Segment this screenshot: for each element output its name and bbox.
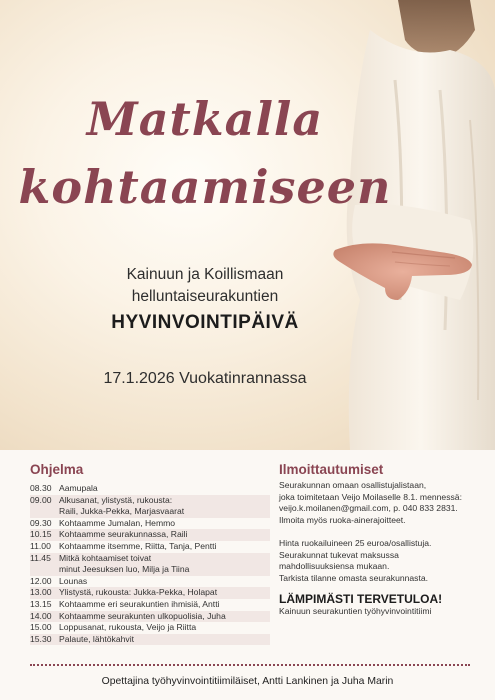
program-row — [30, 506, 270, 518]
program-row — [30, 553, 270, 565]
subtitle-line-2: helluntaiseurakuntien — [131, 288, 279, 305]
title-line-2: kohtaamiseen — [18, 160, 392, 214]
program-text: Mitkä kohtaamiset toivat — [59, 552, 152, 563]
program-text: Kohtaamme eri seurakuntien ihmisiä, Antti — [59, 598, 220, 609]
program-time: 11.45 — [30, 552, 51, 563]
program-text: Lounas — [59, 575, 88, 586]
registration-line: Tarkista tilanne omasta seurakunnasta. — [279, 572, 429, 583]
title-line-1: Matkalla — [86, 92, 324, 146]
registration-line: mahdollisuuksiensa mukaan. — [279, 561, 390, 572]
program-row — [30, 564, 270, 576]
program-row — [30, 634, 270, 646]
dotted-divider — [30, 664, 470, 666]
program-text: minut Jeesuksen luo, Milja ja Tiina — [59, 564, 190, 575]
event-name: HYVINVOINTIPÄIVÄ — [111, 312, 299, 333]
program-list — [30, 483, 270, 645]
program-heading: Ohjelma — [30, 462, 84, 477]
program-time: 10.15 — [30, 529, 52, 540]
registration-line: Seurakunnat tukevat maksussa — [279, 549, 399, 560]
program-time: 15.30 — [30, 633, 52, 644]
program-text: Raili, Jukka-Pekka, Marjasvaarat — [59, 506, 185, 517]
program-row — [30, 541, 270, 553]
program-row — [30, 518, 270, 530]
program-text: Loppusanat, rukousta, Veijo ja Riitta — [59, 622, 197, 633]
program-time: 11.00 — [30, 540, 51, 551]
program-row — [30, 611, 270, 623]
program-time: 15.00 — [30, 622, 52, 633]
registration-info — [279, 480, 489, 618]
welcome-text: LÄMPIMÄSTI TERVETULOA! — [279, 592, 443, 607]
program-row — [30, 599, 270, 611]
program-text: Kohtaamme itsemme, Riitta, Tanja, Pentti — [59, 540, 217, 551]
program-text: Alkusanat, ylistystä, rukousta: — [59, 494, 173, 505]
signature: Kainuun seurakuntien työhyvinvointitiimi — [279, 606, 432, 617]
program-text: Kohtaamme seurakunten ulkopuolisia, Juha — [59, 610, 226, 621]
program-time: 13.15 — [30, 598, 52, 609]
program-text: Palaute, lähtökahvit — [59, 633, 135, 644]
program-row — [30, 622, 270, 634]
program-time: 12.00 — [30, 575, 52, 586]
event-date: 17.1.2026 Vuokatinrannassa — [103, 370, 307, 387]
program-row — [30, 587, 270, 599]
program-row — [30, 495, 270, 507]
program-text: Ylistystä, rukousta: Jukka-Pekka, Holapat — [59, 587, 218, 598]
program-time: 09.30 — [30, 517, 52, 528]
footer-text: Opettajina työhyvinvointitiimiläiset, Antti Lankinen ja Juha Marin — [101, 676, 394, 687]
program-text: Aamupala — [59, 483, 98, 493]
program-time: 13.00 — [30, 587, 52, 598]
program-time: 08.30 — [30, 483, 52, 493]
registration-heading: Ilmoittautumiset — [279, 462, 384, 477]
program-row — [30, 483, 270, 495]
registration-line: Ilmoita myös ruoka-ainerajoitteet. — [279, 514, 406, 525]
registration-email-line: veijo.k.moilanen@gmail.com, p. 040 833 2831. — [279, 503, 458, 514]
price-line: Hinta ruokailuineen 25 euroa/osallistuja. — [279, 537, 432, 548]
program-time: 09.00 — [30, 494, 52, 505]
program-row — [30, 529, 270, 541]
program-text: Kohtaamme Jumalan, Hemmo — [59, 517, 176, 528]
registration-line: joka toimitetaan Veijo Moilaselle 8.1. mennessä: — [279, 491, 462, 502]
program-time — [30, 506, 59, 518]
program-time — [30, 564, 59, 576]
program-row — [30, 576, 270, 588]
paragraph-gap — [279, 526, 489, 538]
registration-line: Seurakunnan omaan osallistujalistaan, — [279, 480, 427, 490]
program-text: Kohtaamme seurakunnassa, Raili — [59, 529, 188, 540]
subtitle-line-1: Kainuun ja Koillismaan — [126, 266, 284, 283]
program-time: 14.00 — [30, 610, 52, 621]
